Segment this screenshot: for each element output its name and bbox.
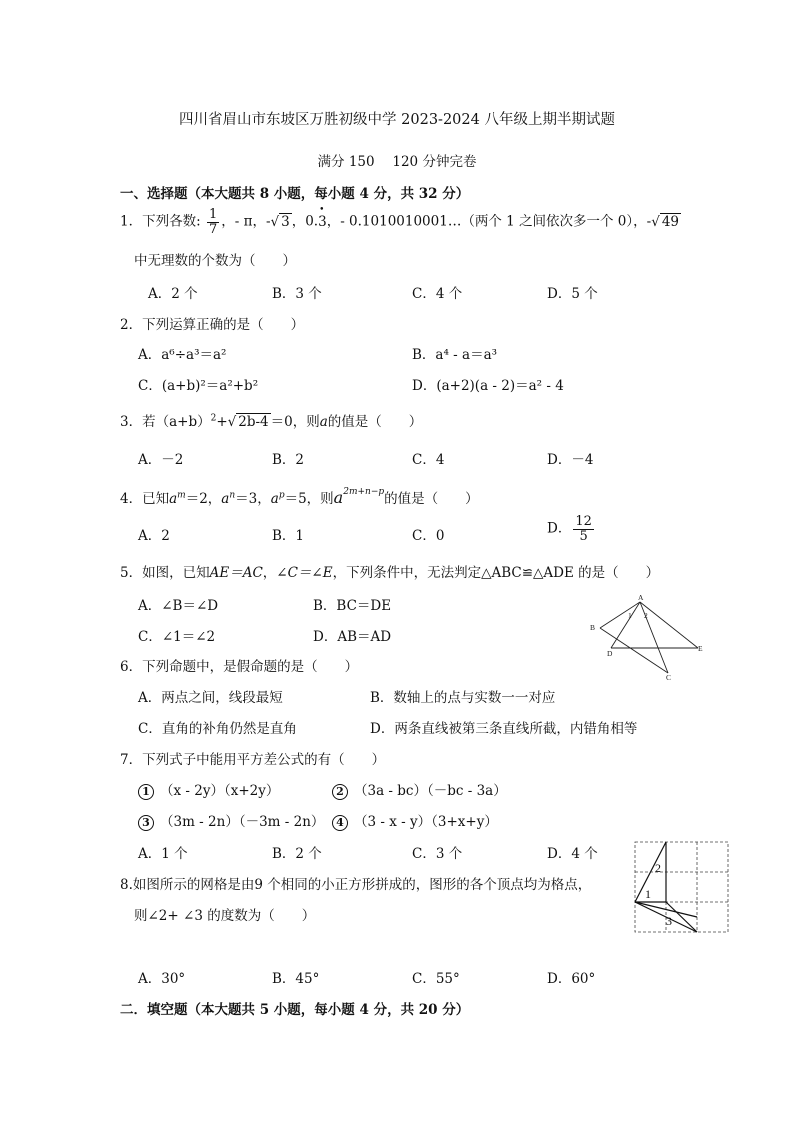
question-5-stem bbox=[120, 561, 659, 581]
q7-item-1 bbox=[138, 779, 279, 800]
q7-option-a: A．1 个 bbox=[138, 846, 188, 862]
q3-option-a: A．－2 bbox=[138, 452, 184, 468]
question-7-stem: 7．下列式子中能用平方差公式的有（ ） bbox=[120, 752, 386, 768]
q5-label-c: C bbox=[666, 673, 672, 682]
q5-option-b: B．BC＝DE bbox=[313, 598, 392, 614]
q1-sqrt49: √ 49 bbox=[651, 213, 679, 230]
q2-option-d: D．(a+2)(a - 2)＝a² - 4 bbox=[412, 378, 564, 394]
q4-exponent: 2m+n−p bbox=[343, 486, 385, 497]
q1-repeating-3: • 3 bbox=[318, 214, 327, 230]
q4-option-d bbox=[547, 515, 596, 543]
q4-option-a: A．2 bbox=[138, 528, 170, 544]
q1-sqrt3: √ 3 bbox=[270, 213, 290, 230]
q5-label-2: 2 bbox=[644, 611, 648, 620]
q1-prefix: 1．下列各数: bbox=[120, 213, 201, 230]
q4-option-c: C．0 bbox=[412, 528, 445, 544]
q1-fraction bbox=[207, 208, 219, 236]
q7-option-d: D．4 个 bbox=[547, 846, 598, 862]
q3-sqrt: √ 2b-4 bbox=[227, 414, 269, 430]
q7-item-4-text: （3 - x - y）（3+x+y） bbox=[354, 814, 498, 830]
q3-option-d: D．－4 bbox=[547, 452, 594, 468]
q3-suffix: ＝0，则 bbox=[270, 414, 320, 430]
q4-optd-den: 5 bbox=[579, 528, 588, 544]
q1-pi: ，- π，- bbox=[221, 213, 271, 230]
q8-option-d: D．60° bbox=[547, 971, 596, 987]
q6-option-a: A．两点之间，线段最短 bbox=[138, 690, 283, 706]
q8-grid-figure bbox=[633, 840, 729, 934]
q8-label-3: 3 bbox=[666, 914, 672, 928]
q1-option-d: D．5 个 bbox=[547, 286, 598, 302]
q5-option-a: A．∠B＝∠D bbox=[138, 598, 219, 614]
q7-item-3 bbox=[138, 810, 324, 831]
q1-rest: ，- 0.1010010001…（两个 1 之间依次多一个 0），- bbox=[326, 213, 652, 230]
q4-prefix: 4．已知 bbox=[120, 491, 170, 507]
q7-item-3-text: （3m - 2n）（－3m - 2n） bbox=[160, 814, 325, 830]
q5-option-d: D．AB＝AD bbox=[313, 629, 392, 645]
q7-item-3-number: 3 bbox=[138, 815, 154, 831]
q5-triangle-figure bbox=[585, 594, 710, 682]
question-1-stem-line2: 中无理数的个数为（ ） bbox=[134, 253, 296, 269]
q3-prefix: 3．若（a+b） bbox=[120, 414, 211, 430]
q5-label-d: D bbox=[607, 649, 613, 658]
q2-option-a: A．a⁶÷a³＝a² bbox=[138, 347, 227, 363]
q7-item-1-text: （x - 2y）（x+2y） bbox=[160, 783, 280, 799]
q4-mid: ，则 bbox=[306, 491, 334, 507]
q4-option-d-fraction bbox=[573, 515, 594, 543]
question-6-stem: 6．下列命题中，是假命题的是（ ） bbox=[120, 659, 359, 675]
question-3-stem: 3．若$(a+b)^2+√$ 2b-4 ＝0，则a的值是（ ） bbox=[120, 413, 423, 430]
q3-sqrt-rad: 2b-4 bbox=[238, 414, 269, 430]
q5-label-a: A bbox=[638, 594, 644, 602]
q6-option-d: D．两条直线被第三条直线所截，内错角相等 bbox=[370, 721, 638, 737]
q1-zero: ，0. bbox=[291, 213, 319, 230]
q8-label-2: 2 bbox=[655, 861, 661, 875]
q1-option-b: B．3 个 bbox=[272, 286, 322, 302]
q4-optd-num: 12 bbox=[575, 514, 592, 529]
q7-item-1-number: 1 bbox=[138, 784, 154, 800]
q1-sqrt49-rad: 49 bbox=[661, 213, 679, 230]
q5-option-c: C．∠1＝∠2 bbox=[138, 629, 216, 645]
section-heading-choice: 一、选择题（本大题共 8 小题，每小题 4 分，共 32 分） bbox=[120, 186, 470, 202]
q4-end: 的值是（ ） bbox=[384, 491, 479, 507]
q1-frac-den: 7 bbox=[208, 221, 218, 237]
q6-option-c: C．直角的补角仍然是直角 bbox=[138, 721, 297, 737]
question-8-stem: 8.如图所示的网格是由9 个相同的小正方形拼成的，图形的各个顶点均为格点， bbox=[120, 877, 592, 893]
q3-end: 的值是（ ） bbox=[327, 414, 423, 430]
q7-option-c: C．3 个 bbox=[412, 846, 463, 862]
q7-item-4-number: 4 bbox=[332, 815, 348, 831]
page-title: 四川省眉山市东坡区万胜初级中学 2023-2024 八年级上期半期试题 bbox=[179, 112, 615, 128]
question-4-stem: 4．已知$a^m=2$，$a^n=3$，$a^p=5$，则$a^{2m+n-p}$的值是（ ） bbox=[120, 486, 479, 507]
q1-frac-num: 1 bbox=[208, 207, 218, 222]
q4-option-b: B．1 bbox=[272, 528, 305, 544]
q8-label-1: 1 bbox=[645, 887, 651, 901]
question-2-stem: 2．下列运算正确的是（ ） bbox=[120, 317, 305, 333]
q2-option-c: C．(a+b)²＝a²+b² bbox=[138, 378, 259, 394]
q5-cond2: C＝∠E bbox=[287, 565, 333, 581]
q8-option-a: A．30° bbox=[138, 971, 186, 987]
q8-option-c: C．55° bbox=[412, 971, 460, 987]
q6-option-b: B．数轴上的点与实数一一对应 bbox=[370, 690, 556, 706]
q3-option-c: C．4 bbox=[412, 452, 445, 468]
q7-item-2-number: 2 bbox=[332, 784, 348, 800]
q1-option-c: C．4 个 bbox=[412, 286, 463, 302]
q3-var: a bbox=[319, 414, 328, 430]
page-subtitle: 满分 150 120 分钟完卷 bbox=[317, 154, 477, 170]
q5-label-b: B bbox=[590, 623, 596, 632]
q5-cond-sep: ，∠ bbox=[262, 565, 288, 581]
q5-label-1: 1 bbox=[628, 611, 632, 620]
q5-cond1: AE＝AC bbox=[209, 565, 263, 581]
question-1-stem bbox=[120, 208, 681, 236]
q1-option-a: A．2 个 bbox=[148, 286, 198, 302]
q1-sqrt3-rad: 3 bbox=[281, 213, 290, 230]
q5-label-e: E bbox=[698, 644, 703, 653]
q5-prefix: 5．如图，已知 bbox=[120, 565, 210, 581]
q4-option-d-prefix: D． bbox=[547, 520, 572, 537]
question-8-stem-line2: 则∠2+ ∠3 的度数为（ ） bbox=[134, 908, 316, 924]
section-heading-fill-in: 二．填空题（本大题共 5 小题，每小题 4 分，共 20 分） bbox=[120, 1002, 470, 1018]
q7-item-2 bbox=[332, 779, 507, 800]
q3-option-b: B．2 bbox=[272, 452, 305, 468]
q2-option-b: B．a⁴ - a＝a³ bbox=[412, 347, 498, 363]
q5-end: ，下列条件中，无法判定△ABC≌△ADE 的是（ ） bbox=[332, 565, 660, 581]
q8-option-b: B．45° bbox=[272, 971, 320, 987]
q7-option-b: B．2 个 bbox=[272, 846, 322, 862]
q7-item-4 bbox=[332, 810, 498, 831]
q7-item-2-text: （3a - bc）（－bc - 3a） bbox=[354, 783, 507, 799]
